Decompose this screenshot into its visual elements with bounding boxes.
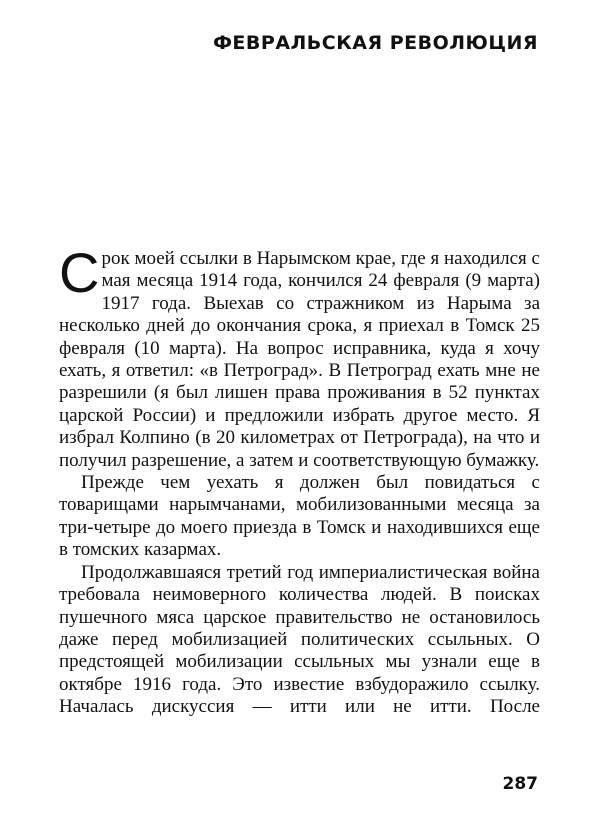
paragraph-2: Прежде чем уехать я должен был повидаться с товарищами нарымчанами, мобилизованными месяца за три-четыре до моего приезда в Томск и находившихся еще в томских казармах. [59, 472, 540, 561]
body-text [59, 241, 540, 719]
page-number: 287 [502, 774, 538, 794]
chapter-title: ФЕВРАЛЬСКАЯ РЕВОЛЮЦИЯ [213, 32, 538, 54]
drop-cap: С [59, 241, 100, 304]
paragraph-1 [59, 241, 540, 472]
paragraph-1-text: рок моей ссылки в Нарымском крае, где я находился с мая месяца 1914 года, кончился 24 февраля (9 марта) 1917 года. Выехав со стражником из Нарыма за несколько дней до окончания срока, я приехал в Томск 25 февраля (10 марта). На вопрос исправника, куда я хочу ехать, я ответил: «в Петроград». В Петроград ехать мне не разрешили (я был лишен права проживания в 52 пунктах царской России) и предложили избрать другое место. Я избрал Колпино (в 20 километрах от Петрограда), на что и получил разрешение, а затем и соответствующую бумажку. [59, 248, 540, 471]
paragraph-3: Продолжавшаяся третий год империалистическая война требовала неимоверного количества людей. В поисках пушечного мяса царское правительство не остановилось даже перед мобилизацией политических ссыльных. О предстоящей мобилизации ссыльных мы узнали еще в октябре 1916 года. Это известие взбудоражило ссылку. Началась дискуссия — итти или не итти. После [59, 561, 540, 718]
